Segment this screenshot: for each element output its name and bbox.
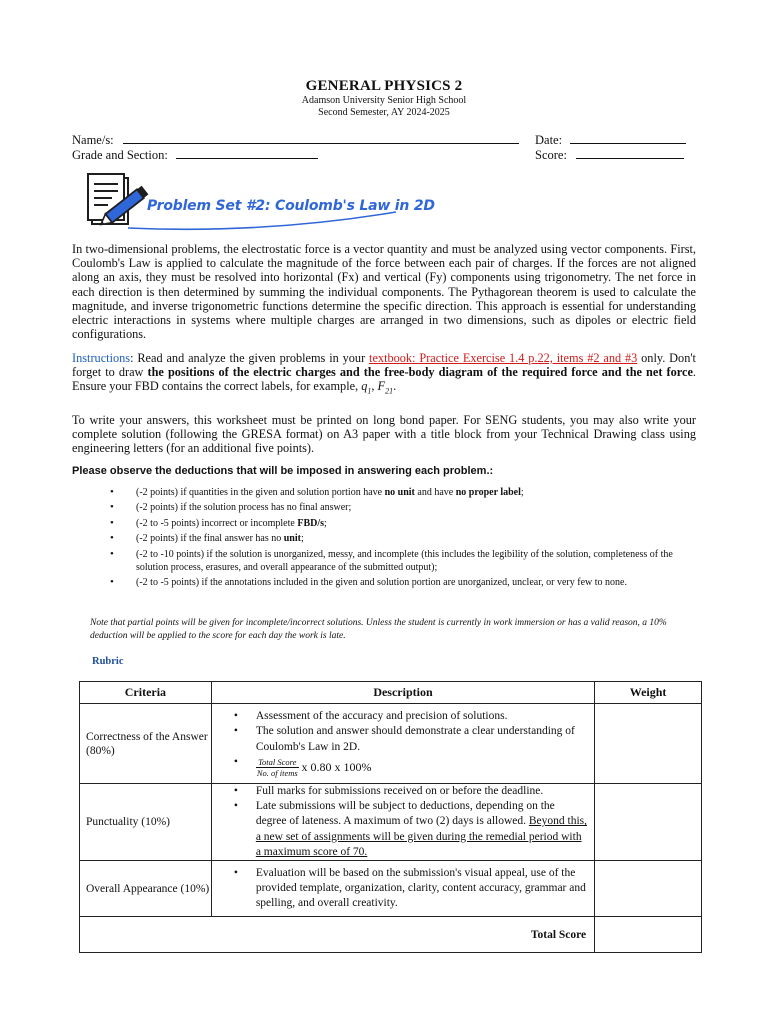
- page-title: GENERAL PHYSICS 2: [305, 78, 463, 94]
- description-cell: [211, 704, 594, 784]
- score-label: Score:: [535, 148, 567, 162]
- example-end: .: [393, 379, 397, 394]
- formula-denominator: No. of items: [256, 767, 298, 778]
- weight-cell[interactable]: [595, 784, 702, 861]
- total-score-cell[interactable]: [595, 917, 702, 953]
- example-separator: ,: [371, 379, 378, 394]
- table-row: [80, 861, 702, 917]
- description-cell: [211, 861, 594, 917]
- date-label: Date:: [535, 133, 563, 147]
- school-name: Adamson University Senior High School: [301, 95, 467, 106]
- description-item: • Assessment of the accuracy and precision of solutions.: [212, 709, 588, 724]
- example-charge: $q_1$: [361, 379, 372, 396]
- deductions-heading: Please observe the deductions that will be imposed in answering each problem.:: [72, 465, 494, 477]
- deductions-list: [110, 486, 686, 592]
- total-row: [80, 917, 702, 953]
- instructions-bold: the positions of the electric charges and the free-body diagram of the required force and the net force: [147, 365, 693, 380]
- rubric-header-row: [80, 682, 702, 704]
- deduction-item: • (-2 to -10 points) if the solution is unorganized, messy, and incomplete (this includes the legibility of the solution, completeness of the solution process, erasures, and overall appearance of the submitted output);: [110, 548, 686, 575]
- deduction-item: • (-2 points) if the final answer has no unit;: [110, 532, 686, 545]
- criteria-cell: Punctuality (10%): [80, 784, 212, 861]
- weight-cell[interactable]: [595, 704, 702, 784]
- description-item: • The solution and answer should demonstrate a clear understanding of Coulomb's Law in 2D.: [212, 724, 588, 754]
- grade-label: Grade and Section:: [72, 148, 168, 162]
- deduction-item: • (-2 points) if the solution process has no final answer;: [110, 501, 686, 514]
- deduction-item: • (-2 points) if quantities in the given and solution portion have no unit and have no proper label;: [110, 486, 686, 499]
- total-score-label: Total Score: [80, 917, 595, 953]
- criteria-cell: Correctness of the Answer (80%): [80, 704, 212, 784]
- name-label: Name/s:: [72, 133, 114, 147]
- instructions-label: Instructions: [72, 351, 131, 365]
- table-row: [80, 704, 702, 784]
- criteria-header: Criteria: [80, 682, 212, 704]
- criteria-cell: Overall Appearance (10%): [80, 861, 212, 917]
- formula-multiplier: x 0.80 x 100%: [301, 759, 372, 774]
- grade-input-line[interactable]: [176, 146, 318, 159]
- grade-field: [72, 146, 318, 163]
- example-force: $F_{21}$: [377, 379, 394, 396]
- instructions-text: : Read and analyze the given problems in your: [130, 351, 370, 365]
- late-policy-note: Note that partial points will be given for incomplete/incorrect solutions. Unless the student is currently in work immersion or has a valid reason, a 10% deduction will be applied to the score for each day the work is late.: [90, 618, 667, 641]
- instructions-text-2: only. Don't forget to draw: [72, 351, 696, 380]
- textbook-reference: textbook: Practice Exercise 1.4 p.22, items #2 and #3: [369, 351, 638, 365]
- date-input-line[interactable]: [570, 131, 686, 144]
- worksheet-pencil-icon: [88, 174, 148, 229]
- instructions-text-3: . Ensure your FBD contains the correct labels, for example,: [72, 365, 696, 394]
- deduction-item: • (-2 to -5 points) if the annotations included in the given and solution portion are unorganized, unclear, or very few to none.: [110, 576, 686, 589]
- instructions-paragraph: [72, 351, 696, 399]
- description-header: Description: [211, 682, 594, 704]
- weight-header: Weight: [595, 682, 702, 704]
- description-item: • Full marks for submissions received on or before the deadline.: [212, 784, 588, 799]
- problem-set-title: Problem Set #2: Coulomb's Law in 2D: [147, 198, 435, 214]
- score-field: [535, 146, 684, 163]
- intro-paragraph: In two-dimensional problems, the electrostatic force is a vector quantity and must be analyzed using vector components. First, Coulomb's Law is applied to calculate the magnitude of the force between each pair of charges. If the forces are not aligned along an axis, they must be resolved into horizontal (Fx) and vertical (Fy) components using trigonometry. The net force in each direction is then determined by summing the individual components. The Pythagorean theorem is used to calculate the magnitude, and inverse trigonometric functions determine the specific direction. This approach is essential for understanding electric interactions in systems where multiple charges are arranged in two dimensions, such as dipoles or electric field configurations.: [72, 242, 696, 342]
- deduction-item: • (-2 to -5 points) incorrect or incomplete FBD/s;: [110, 517, 686, 530]
- score-input-line[interactable]: [576, 146, 684, 159]
- name-input-line[interactable]: [123, 131, 519, 144]
- description-item: • Evaluation will be based on the submission's visual appeal, use of the provided template, organization, clarity, content accuracy, grammar and spelling, and overall creativity.: [212, 866, 588, 912]
- rubric-table: [79, 681, 702, 953]
- formula-numerator: • Total Score: [256, 757, 299, 768]
- rubric-label: Rubric: [92, 656, 124, 667]
- printing-note: To write your answers, this worksheet must be printed on long bond paper. For SENG students, you may also write your complete solution (following the GRESA format) on A3 paper with a title block from your Technical Drawing class using engineering letters (for an additional five points).: [72, 413, 696, 456]
- table-row: [80, 784, 702, 861]
- description-cell: [211, 784, 594, 861]
- description-item: • Late submissions will be subject to deductions, depending on the degree of lateness. A maximum of two (2) days is allowed. Beyond this, a new set of assignments will be given during the remedial period with a maximum score of 70.: [212, 799, 588, 860]
- remedial-note: Beyond this, a new set of assignments will be given during the remedial period with a maximum score of 70.: [255, 815, 588, 858]
- score-formula: [212, 755, 588, 778]
- weight-cell[interactable]: [595, 861, 702, 917]
- semester: Second Semester, AY 2024-2025: [318, 107, 450, 118]
